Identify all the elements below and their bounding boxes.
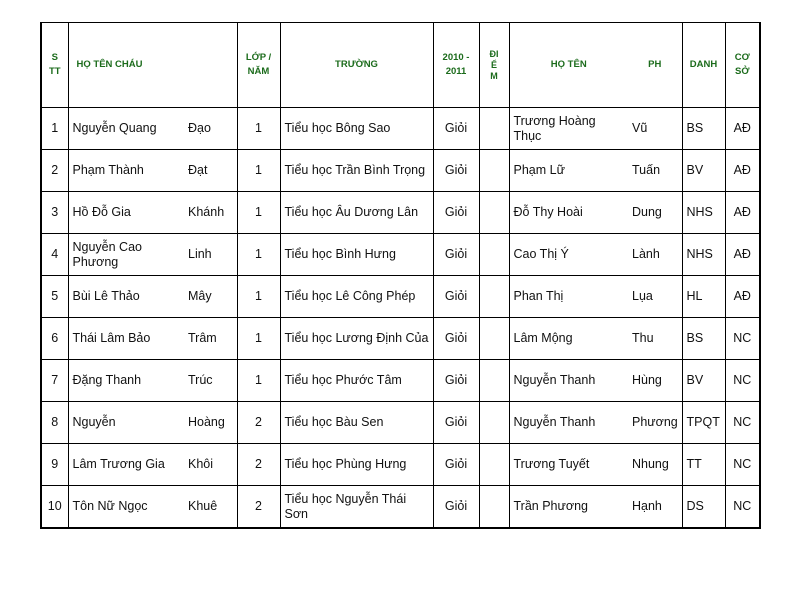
cell-lop: 1 <box>237 150 280 192</box>
cell-ho: Phạm Thành <box>68 150 184 192</box>
cell-danh: BS <box>682 318 725 360</box>
header-ph <box>628 23 682 108</box>
cell-ho: Hồ Đỗ Gia <box>68 192 184 234</box>
cell-stt: 1 <box>41 108 68 150</box>
cell-co-so: AĐ <box>725 276 760 318</box>
cell-danh: DS <box>682 486 725 529</box>
cell-stt: 3 <box>41 192 68 234</box>
cell-lop: 1 <box>237 108 280 150</box>
header-row <box>41 23 760 108</box>
cell-diem <box>479 192 509 234</box>
table-row <box>41 276 760 318</box>
cell-diem <box>479 276 509 318</box>
cell-co-so: NC <box>725 402 760 444</box>
header-diem-text: ĐI Ể M <box>489 48 499 81</box>
header-year-text: 2010 - 2011 <box>442 52 470 77</box>
cell-lop: 2 <box>237 402 280 444</box>
cell-ph-ho: Phạm Lữ <box>509 150 628 192</box>
cell-ten: Trâm <box>184 318 237 360</box>
header-year <box>433 23 479 108</box>
cell-xep-loai: Giỏi <box>433 150 479 192</box>
cell-lop: 1 <box>237 318 280 360</box>
cell-ten: Khánh <box>184 192 237 234</box>
table-row <box>41 108 760 150</box>
header-lop-nam <box>237 23 280 108</box>
cell-lop: 2 <box>237 486 280 529</box>
cell-ph-ten: Phương <box>628 402 682 444</box>
cell-ph-ho: Đỗ Thy Hoài <box>509 192 628 234</box>
cell-ho: Nguyễn Cao Phương <box>68 234 184 276</box>
cell-xep-loai: Giỏi <box>433 276 479 318</box>
table-row <box>41 318 760 360</box>
cell-ten: Khuê <box>184 486 237 529</box>
cell-truong: Tiểu học Lương Định Của <box>280 318 433 360</box>
cell-ph-ten: Nhung <box>628 444 682 486</box>
cell-lop: 1 <box>237 192 280 234</box>
cell-stt: 2 <box>41 150 68 192</box>
cell-ten: Linh <box>184 234 237 276</box>
cell-ph-ten: Vũ <box>628 108 682 150</box>
cell-lop: 1 <box>237 276 280 318</box>
cell-ph-ten: Lụa <box>628 276 682 318</box>
header-lop-nam-text: LỚP / NĂM <box>245 52 272 77</box>
cell-ph-ho: Nguyễn Thanh <box>509 402 628 444</box>
table-row <box>41 234 760 276</box>
cell-stt: 9 <box>41 444 68 486</box>
cell-stt: 6 <box>41 318 68 360</box>
header-diem <box>479 23 509 108</box>
cell-ho: Đặng Thanh <box>68 360 184 402</box>
cell-ten: Hoàng <box>184 402 237 444</box>
cell-co-so: NC <box>725 486 760 529</box>
cell-danh: NHS <box>682 234 725 276</box>
cell-xep-loai: Giỏi <box>433 402 479 444</box>
cell-ph-ten: Lành <box>628 234 682 276</box>
table-row <box>41 486 760 529</box>
cell-danh: BS <box>682 108 725 150</box>
cell-ho: Lâm Trương Gia <box>68 444 184 486</box>
cell-truong: Tiểu học Bông Sao <box>280 108 433 150</box>
cell-ph-ho: Trương Tuyết <box>509 444 628 486</box>
cell-danh: NHS <box>682 192 725 234</box>
cell-diem <box>479 150 509 192</box>
cell-ph-ho: Cao Thị Ý <box>509 234 628 276</box>
cell-ten: Đạt <box>184 150 237 192</box>
header-ph-text: PH <box>648 59 662 70</box>
cell-ph-ten: Dung <box>628 192 682 234</box>
cell-ph-ho: Nguyễn Thanh <box>509 360 628 402</box>
header-ho-ten-chau <box>68 23 184 108</box>
header-stt-text: S TT <box>48 52 61 77</box>
cell-stt: 10 <box>41 486 68 529</box>
cell-ph-ten: Tuấn <box>628 150 682 192</box>
cell-co-so: AĐ <box>725 192 760 234</box>
table-row <box>41 402 760 444</box>
cell-stt: 7 <box>41 360 68 402</box>
header-ho-ten-chau-text: HỌ TÊN CHÁU <box>76 59 143 70</box>
table-row <box>41 150 760 192</box>
header-ten-chau-blank <box>184 23 237 108</box>
cell-diem <box>479 360 509 402</box>
cell-ten: Trúc <box>184 360 237 402</box>
cell-diem <box>479 234 509 276</box>
student-table <box>40 22 761 529</box>
cell-lop: 2 <box>237 444 280 486</box>
cell-ph-ten: Hùng <box>628 360 682 402</box>
table-row <box>41 192 760 234</box>
cell-xep-loai: Giỏi <box>433 234 479 276</box>
header-co-so-text: CƠ SỞ <box>734 52 750 77</box>
cell-ph-ho: Phan Thị <box>509 276 628 318</box>
cell-truong: Tiểu học Trần Bình Trọng <box>280 150 433 192</box>
cell-ho: Thái Lâm Bảo <box>68 318 184 360</box>
cell-xep-loai: Giỏi <box>433 108 479 150</box>
table-row <box>41 360 760 402</box>
cell-danh: BV <box>682 360 725 402</box>
cell-xep-loai: Giỏi <box>433 486 479 529</box>
header-stt <box>41 23 68 108</box>
header-truong-text: TRƯỜNG <box>335 59 378 70</box>
cell-ho: Tôn Nữ Ngọc <box>68 486 184 529</box>
cell-ph-ten: Hạnh <box>628 486 682 529</box>
cell-danh: HL <box>682 276 725 318</box>
cell-ph-ho: Trần Phương <box>509 486 628 529</box>
cell-lop: 1 <box>237 234 280 276</box>
cell-co-so: AĐ <box>725 150 760 192</box>
cell-stt: 5 <box>41 276 68 318</box>
header-danh <box>682 23 725 108</box>
cell-ho: Nguyễn <box>68 402 184 444</box>
cell-stt: 4 <box>41 234 68 276</box>
cell-truong: Tiểu học Lê Công Phép <box>280 276 433 318</box>
cell-lop: 1 <box>237 360 280 402</box>
cell-diem <box>479 486 509 529</box>
header-ho-ten-ph <box>509 23 628 108</box>
header-co-so <box>725 23 760 108</box>
cell-xep-loai: Giỏi <box>433 318 479 360</box>
cell-truong: Tiểu học Bình Hưng <box>280 234 433 276</box>
cell-co-so: AĐ <box>725 108 760 150</box>
cell-co-so: NC <box>725 444 760 486</box>
cell-truong: Tiểu học Phước Tâm <box>280 360 433 402</box>
cell-ten: Đạo <box>184 108 237 150</box>
cell-xep-loai: Giỏi <box>433 444 479 486</box>
cell-diem <box>479 108 509 150</box>
cell-co-so: AĐ <box>725 234 760 276</box>
cell-diem <box>479 444 509 486</box>
header-truong <box>280 23 433 108</box>
cell-ho: Bùi Lê Thảo <box>68 276 184 318</box>
cell-xep-loai: Giỏi <box>433 360 479 402</box>
cell-stt: 8 <box>41 402 68 444</box>
cell-ho: Nguyễn Quang <box>68 108 184 150</box>
cell-diem <box>479 402 509 444</box>
header-ho-ten-ph-text: HỌ TÊN <box>550 59 587 70</box>
cell-truong: Tiểu học Âu Dương Lân <box>280 192 433 234</box>
table-row <box>41 444 760 486</box>
cell-danh: TT <box>682 444 725 486</box>
cell-truong: Tiểu học Phùng Hưng <box>280 444 433 486</box>
cell-danh: TPQT <box>682 402 725 444</box>
cell-xep-loai: Giỏi <box>433 192 479 234</box>
cell-co-so: NC <box>725 318 760 360</box>
cell-co-so: NC <box>725 360 760 402</box>
cell-ph-ho: Trương Hoàng Thục <box>509 108 628 150</box>
cell-truong: Tiểu học Nguyễn Thái Sơn <box>280 486 433 529</box>
cell-ten: Khôi <box>184 444 237 486</box>
header-danh-text: DANH <box>689 59 718 70</box>
cell-ten: Mây <box>184 276 237 318</box>
cell-ph-ten: Thu <box>628 318 682 360</box>
cell-diem <box>479 318 509 360</box>
cell-ph-ho: Lâm Mộng <box>509 318 628 360</box>
cell-danh: BV <box>682 150 725 192</box>
cell-truong: Tiểu học Bàu Sen <box>280 402 433 444</box>
